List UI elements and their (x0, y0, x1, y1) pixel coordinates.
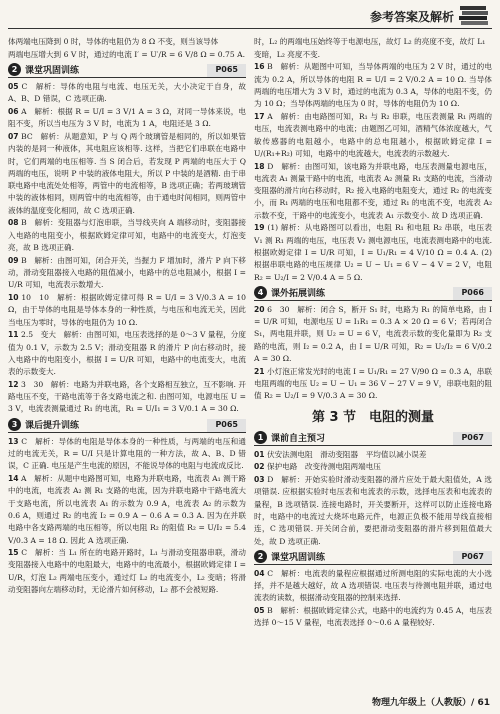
section-label: 课堂巩固训练 (25, 65, 80, 76)
section-badge: 1 (254, 431, 267, 444)
answer-item: 05 C 解析：导体的电阻与电流、电压无关，大小决定于自身，故 A、B、D 错误，C 选项正确. (8, 81, 246, 104)
answer-item: 17 A 解析：由电路图可知，R₁ 与 R₂ 串联，电压表测量 R₁ 两端的电压，电流表测电路中的电流；由题图乙可知，酒精气体浓度越大，气敏传感器的电阻越小，电路中的总电阻越小，根据欧姆定律 I = U/(R₁+R₂) 可知，电路中的电流越大，电流表的示数越大. (254, 111, 492, 158)
answer-item: 04 C 解析：电流表的量程应根据通过所测电阻的实际电流的大小选择，并不是越大越好，故 A 选项错误. 电压表与待测电阻并联，通过电流表的读数，根据滑动变阻器的控制来选择. (254, 568, 492, 603)
page-code: P067 (453, 551, 492, 564)
section-badge: 2 (254, 550, 267, 563)
section-bar-classroom-2 (254, 550, 492, 565)
answer-item: 14 A 解析：从题中电路图可知，电路为并联电路，电流表 A₁ 测干路中的电流，电流表 A₂ 测 R₁ 支路的电流，因为并联电路中干路电流大于支路电流，所以电流表 A₁ 的示数为 0.9 A，电流表 A₂ 的示数为 0.6 A，则通过 R₂ 的电流 I₂ = 0.9 A − 0.6 A = 0.3 A. 因为在并联电路中各支路两端的电压相等，所以电阻 R₂ 的阻值 R₂ = U/I₂ = 5.4 V/0.3 A = 18 Ω. 因此 A 选项正确. (8, 474, 246, 545)
right-top-line-1: 时，L₂ 的两端电压始终等于电源电压，故灯 L₂ 的亮度不变，故灯 L₁ (254, 37, 486, 46)
section-title: 第 3 节 电阻的测量 (311, 409, 435, 425)
section-bar-extension (254, 286, 492, 301)
answer-item: 16 B 解析：从题图中可知，当导体两端的电压为 2 V 时，通过的电流为 0.2 A，所以导体的电阻 R = U/I = 2 V/0.2 A = 10 Ω. 当导体两端的电压增大为 3 V 时，通过的电流为 0.3 A，导体的电阻不变，仍为 10 Ω；当导体两端的电压为 0 时，导体的电阻仍为 10 Ω. (254, 62, 492, 109)
answer-item: 10 10 10 解析：根据欧姆定律可得 R = U/I = 3 V/0.3 A = 10 Ω，由于导体的电阻是导体本身的一种性质，与电压和电流无关，因此当电压为零时，导体的电阻仍为 10 Ω. (8, 292, 246, 327)
answer-item: 05 B 解析：根据欧姆定律公式，电路中的电流约为 0.45 A，电压表选择 0～15 V 量程，电流表选择 0～0.6 A 量程较好. (254, 606, 492, 628)
answer-item: 03 D 解析：开始实验时滑动变阻器的滑片应处于最大阻值处，A 选项错误. 应根据实验时电压表和电流表的示数，选择电压表和电流表的量程，B 选项错误. 连接电路时，开关要断开，这样可以防止连接电路时，电路中的电流过大烧坏电路元件，电源正负极不能用导线直接相连，C 选项错误. 开关闭合前，要把滑动变阻器的滑片移到阻值最大处，故 D 选项正确. (254, 475, 492, 546)
answer-item: 08 B 解析：变阻器与灯泡串联，当导线夹向 A 端移动时，变阻器接入电路的电阻变小，根据欧姆定律可知，电路中的电流变大，灯泡变亮，故 B 选项正确. (8, 218, 247, 253)
section-label: 课堂巩固训练 (271, 552, 326, 563)
page-code: P065 (207, 419, 246, 432)
page-header (0, 0, 500, 34)
answer-item: 15 C 解析：当 L₁ 所在的电路开路时，L₁ 与滑动变阻器串联，滑动变阻器接入电路中的电阻最大，电路中的电流最小，根据欧姆定律 I = U/R，灯泡 L₂ 两端电压变小，通过灯 L₂ 的电流变小，L₂ 变暗；将滑动变阻器向左端移动时，无论滑片如何移动，L₂ 都不会被短路. (8, 548, 246, 595)
section-badge: 3 (8, 418, 21, 431)
stacked-books-icon (458, 4, 490, 26)
answer-item: 06 A 解析：根据 R = U/I = 3 V/1 A = 3 Ω，对同一导体来说，电阻不变，所以当电压为 3 V 时，电流为 1 A，电阻还是 3 Ω. (8, 106, 246, 129)
left-column (8, 36, 246, 597)
answer-item: 12 3 30 解析：电路为并联电路，各个支路相互独立，互不影响. 开路电压不变，干路电流等于各支路电流之和. 由图可知，电源电压 U = 3 V，电流表测量通过 R₁ 的电流，R₁ = U/I₁ = 3 V/0.1 A = 30 Ω. (8, 379, 246, 414)
answer-item: 13 C 解析：导体的电阻是导体本身的一种性质，与两端的电压和通过的电流无关，R = U/I 只是计算电阻的一种方法，故 A、B、D 错误，C 正确. 电压是产生电流的原因，不能说导体的电阻与电流成反比. (8, 436, 246, 471)
section-badge: 2 (8, 63, 21, 76)
section-label: 课外拓展训练 (271, 288, 326, 299)
page-code: P065 (207, 64, 246, 77)
left-top-line-2: 两端电压增大到 6 V 时，通过的电流 I′ = U′/R = 6 V/8 Ω = 0.75 A. (8, 49, 246, 59)
section-bar-preview (254, 431, 492, 446)
page-code: P067 (453, 432, 492, 445)
answer-item: 09 B 解析：由图可知，闭合开关，当握力 F 增加时，滑片 P 向下移动，滑动变阻器接入电路的阻值减小，电路中的总电阻减小，根据 I = U/R 可知，电流表示数增大. (8, 255, 246, 290)
right-top-line-2: 变暗，L₂ 亮度不变. (254, 49, 321, 59)
answer-item: 20 6 30 解析：闭合 S，断开 S₁ 时，电路为 R₁ 的简单电路，由 I = U/R 可知，电源电压 U = I₁R₁ = 0.3 A × 20 Ω = 6 V；若再闭合 S₁，两电阻并联，则 U₂ = U = 6 V，电流表示数的变化量即为 R₂ 支路的电流，则 I₂ = 0.2 A，由 I = U/R 可知，R₂ = U₂/I₂ = 6 V/0.2 A = 30 Ω. (254, 304, 492, 364)
answer-item: 01 伏安法测电阻 滑动变阻器 平均值以减小误差 (254, 449, 427, 459)
section-bar-classroom (8, 63, 246, 78)
answer-item: 19 (1) 解析：从电路图可以看出，电阻 R₁ 和电阻 R₂ 串联，电压表 V₁ 测 R₁ 两端的电压，电压表 V₂ 测电源电压，电流表测电路中的电流. 根据欧姆定律 I = U/R 可知，I = U₁/R₁ = 4 V/10 Ω = 0.4 A. (2) 根据串联电路的电压规律 U₂ = U − U₁ = 6 V − 4 V = 2 V，电阻 R₂ = U₂/I = 2 V/0.4 A = 5 Ω. (254, 223, 492, 282)
answer-item: 07 BC 解析：从题意知，P 与 Q 两个玻璃管是相同的，所以如果管内装的是同一种液体，其电阻应该相等. 这样，当把它们串联在电路中时，它们两端的电压相等. 当 S 闭合后，若发现 P 两端的电压大于 Q 两端的电压，说明 P 中装的液体电阻大，所以 P 中装的是酒精. 由于串联电路中电流处处相等，两管中的电流相等，B 选项正确；若两玻璃管中装的液体相同，则两管中的电流相等，由于通电时间相同，则两管中液体的温度变化相同，故 C 选项正确. (8, 131, 246, 215)
section-bar-after-class (8, 418, 246, 433)
header-title: 参考答案及解析 (369, 10, 454, 24)
right-column (254, 36, 492, 630)
header-rule (8, 28, 492, 29)
answer-item: 21 小灯泡正常发光时的电流 I = U₁/R₁ = 27 V/90 Ω = 0.3 A，串联电阻两端的电压 U₂ = U − U₁ = 36 V − 27 V = 9 V，串联电阻的阻值 R₂ = U₂/I = 9 V/0.3 A = 30 Ω. (254, 366, 492, 401)
page-code: P066 (453, 287, 492, 300)
left-top-line-1: 体两端电压降到 0 时，导体的电阻仍为 8 Ω 不变，则当该导体 (8, 37, 219, 46)
page-footer: 物理九年级上（人教版）/ 61 (372, 698, 490, 708)
section-label: 课后提升训练 (25, 420, 80, 431)
section-label: 课前自主预习 (271, 433, 326, 444)
answer-item: 11 2.5 变大 解析：由图可知，电压表选择的是 0～3 V 量程，分度值为 0.1 V，示数为 2.5 V；滑动变阻器 R 的滑片 P 向右移动时，接入电路中的电阻变小，根据 I = U/R 可知，电路中的电流变大，电流表的示数变大. (8, 330, 246, 377)
section-badge: 4 (254, 286, 267, 299)
answer-item: 02 保护电路 改变待测电阻两端电压 (254, 462, 381, 472)
answer-item: 18 D 解析：由图可知，该电路为并联电路，电压表测量电源电压，电流表 A₁ 测量干路中的电流，电流表 A₂ 测量 R₁ 支路的电流，当滑动变阻器的滑片向右移动时，R₂ 接入电路的电阻变大，通过 R₂ 的电流变小，而 R₁ 两端的电压和电阻都不变，通过 R₁ 的电流不变，电流表 A₂ 示数不变，干路中的电流变小，电流表 A₁ 示数变小. 故 D 选项正确. (254, 161, 492, 220)
